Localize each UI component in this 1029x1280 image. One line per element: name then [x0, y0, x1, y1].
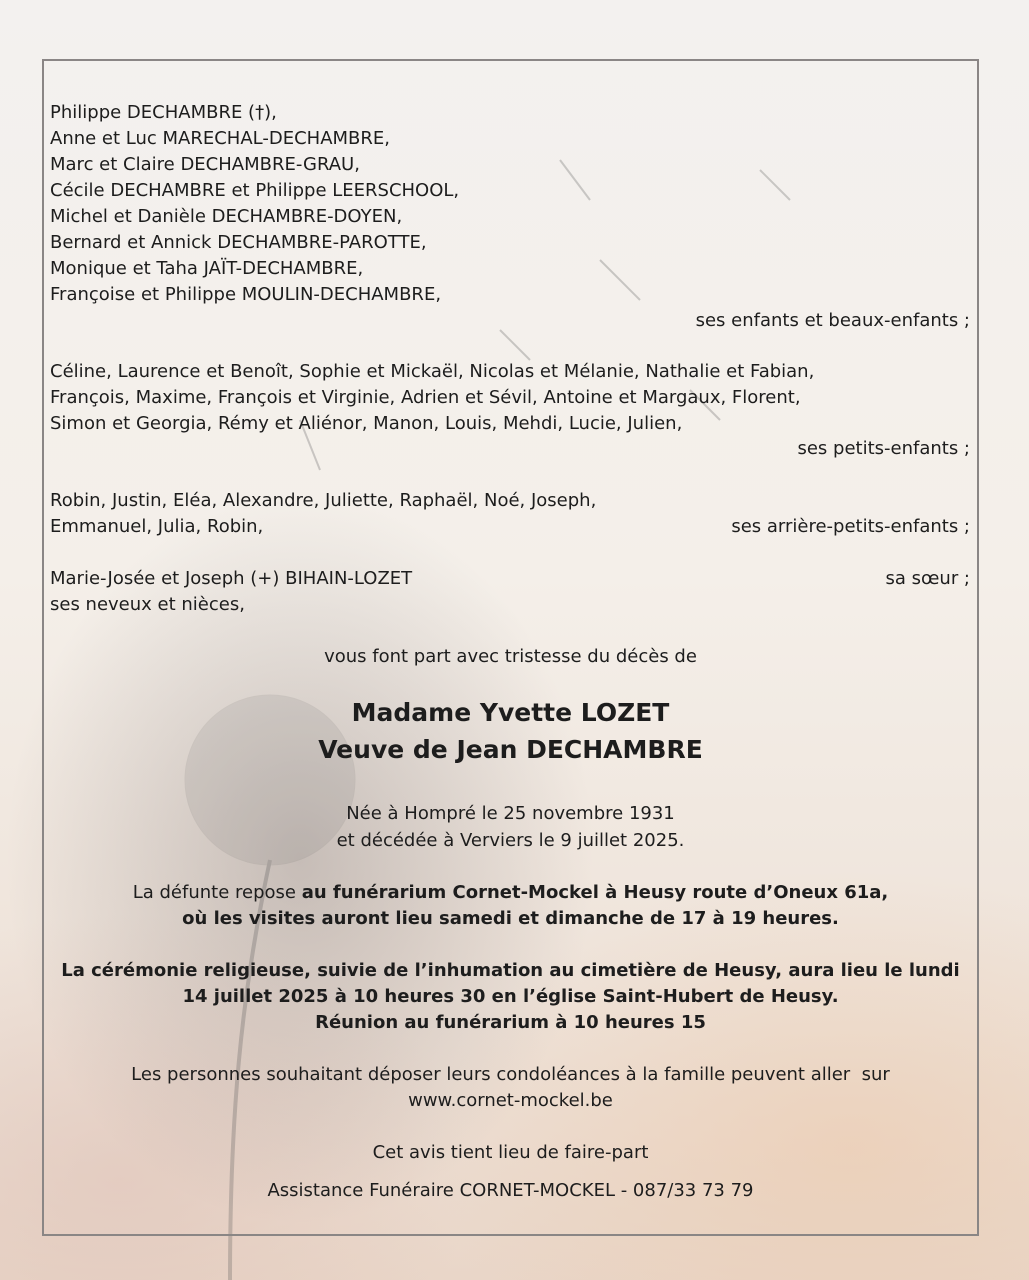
children-line: Anne et Luc MARECHAL-DECHAMBRE,	[50, 128, 390, 149]
ceremony-line: Réunion au funérarium à 10 heures 15	[315, 1012, 706, 1033]
children-line: Bernard et Annick DECHAMBRE-PAROTTE,	[50, 232, 427, 253]
birth-line: Née à Hompré le 25 novembre 1931	[346, 803, 675, 824]
sister-relation-label: sa sœur ;	[885, 568, 970, 589]
footer-contact: Assistance Funéraire CORNET-MOCKEL - 087/33 73 79	[267, 1180, 754, 1201]
children-line: Philippe DECHAMBRE (†),	[50, 102, 277, 123]
ceremony-line: 14 juillet 2025 à 10 heures 30 en l’église Saint-Hubert de Heusy.	[182, 986, 839, 1007]
death-line: et décédée à Verviers le 9 juillet 2025.	[336, 830, 685, 851]
rest-prefix: La défunte repose	[132, 882, 302, 903]
children-line: Cécile DECHAMBRE et Philippe LEERSCHOOL,	[50, 180, 460, 201]
ceremony-line: La cérémonie religieuse, suivie de l’inhumation au cimetière de Heusy, aura lieu le lundi	[61, 960, 960, 981]
rest-line-1	[42, 880, 979, 906]
notice-line: Cet avis tient lieu de faire-part	[372, 1142, 649, 1163]
children-line: Michel et Danièle DECHAMBRE-DOYEN,	[50, 206, 403, 227]
deceased-name: Madame Yvette LOZET	[351, 698, 670, 727]
rest-visits: où les visites auront lieu samedi et dimanche de 17 à 19 heures.	[182, 908, 839, 929]
great-grandchildren-line: Emmanuel, Julia, Robin,	[50, 516, 264, 537]
sister-line: Marie-Josée et Joseph (+) BIHAIN-LOZET	[50, 568, 413, 589]
nephews-line: ses neveux et nièces,	[50, 594, 245, 615]
children-line: Monique et Taha JAÏT-DECHAMBRE,	[50, 258, 364, 279]
announcement-line: vous font part avec tristesse du décès de	[324, 646, 697, 667]
website-link[interactable]: www.cornet-mockel.be	[408, 1090, 613, 1111]
grandchildren-relation-label: ses petits-enfants ;	[797, 438, 970, 459]
great-grandchildren-relation-label: ses arrière-petits-enfants ;	[731, 516, 970, 537]
grandchildren-line: Simon et Georgia, Rémy et Aliénor, Manon, Louis, Mehdi, Lucie, Julien,	[50, 413, 683, 434]
grandchildren-line: François, Maxime, François et Virginie, Adrien et Sévil, Antoine et Margaux, Florent,	[50, 387, 801, 408]
condolences-line: Les personnes souhaitant déposer leurs condoléances à la famille peuvent aller sur	[131, 1064, 890, 1085]
great-grandchildren-line: Robin, Justin, Eléa, Alexandre, Juliette, Raphaël, Noé, Joseph,	[50, 490, 597, 511]
children-line: Marc et Claire DECHAMBRE-GRAU,	[50, 154, 360, 175]
deceased-widow-of: Veuve de Jean DECHAMBRE	[318, 735, 703, 764]
children-relation-label: ses enfants et beaux-enfants ;	[695, 310, 970, 331]
children-line: Françoise et Philippe MOULIN-DECHAMBRE,	[50, 284, 442, 305]
grandchildren-line: Céline, Laurence et Benoît, Sophie et Mickaël, Nicolas et Mélanie, Nathalie et Fabian,	[50, 361, 815, 382]
rest-location: au funérarium Cornet-Mockel à Heusy route d’Oneux 61a,	[301, 882, 889, 903]
